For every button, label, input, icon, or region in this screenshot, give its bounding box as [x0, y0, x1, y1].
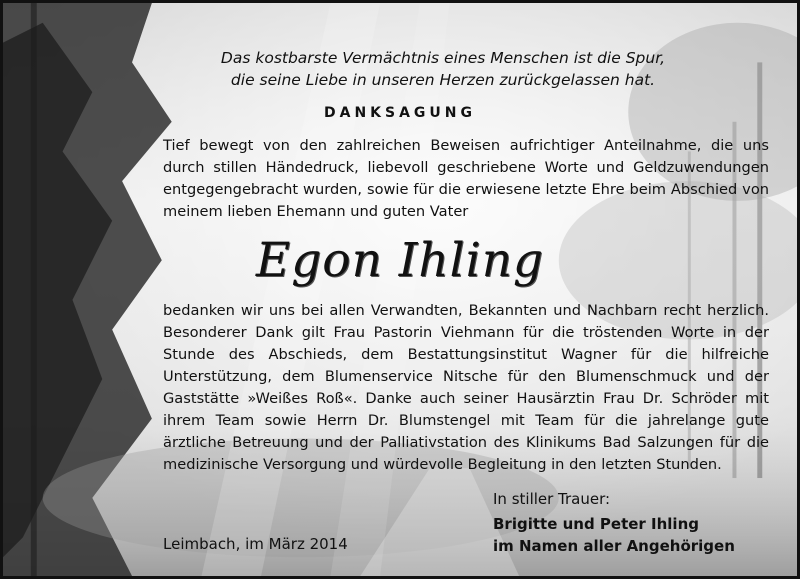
notice-content [3, 3, 797, 576]
memorial-quote [153, 47, 733, 91]
intro-paragraph: Tief bewegt von den zahlreichen Beweisen aufrichtiger Anteilnahme, die uns durch stillen Händedruck, liebevoll geschriebene Worte und Geldzuwendungen entgegengebracht wurden, sowie für die erwiesene letzte Ehre beim Abschied von meinem lieben Ehemann und guten Vater [163, 137, 769, 220]
deceased-name: Egon Ihling [255, 233, 545, 288]
notice-heading: DANKSAGUNG [323, 105, 476, 121]
mourning-label: In stiller Trauer: [493, 490, 611, 508]
signer-line: im Namen aller Angehörigen [493, 537, 735, 555]
quote-line: Das kostbarste Vermächtnis eines Menschen ist die Spur, [220, 49, 666, 67]
quote-line: die seine Liebe in unseren Herzen zurückgelassen hat. [230, 71, 656, 89]
signers-block [493, 513, 735, 557]
thanks-paragraph: bedanken wir uns bei allen Verwandten, Bekannten und Nachbarn recht herzlich. Besonderer Dank gilt Frau Pastorin Viehmann für die tröstenden Worte in der Stunde des Abschieds, dem Bestattungsinstitut Wagner für die hilfreiche Unterstützung, dem Blumenservice Nitsche für den Blumenschmuck und der Gaststätte »Weißes Roß«. Danke auch seiner Hausärztin Frau Dr. Schröder mit ihrem Team sowie Herrn Dr. Blumstengel mit Team für die jahrelange gute ärztliche Betreuung und der Palliativstation des Klinikums Bad Salzungen für die medizinische Versorgung und würdevolle Begleitung in den letzten Stunden. [163, 302, 769, 473]
place-date: Leimbach, im März 2014 [163, 535, 348, 553]
signer-line: Brigitte und Peter Ihling [493, 515, 699, 533]
